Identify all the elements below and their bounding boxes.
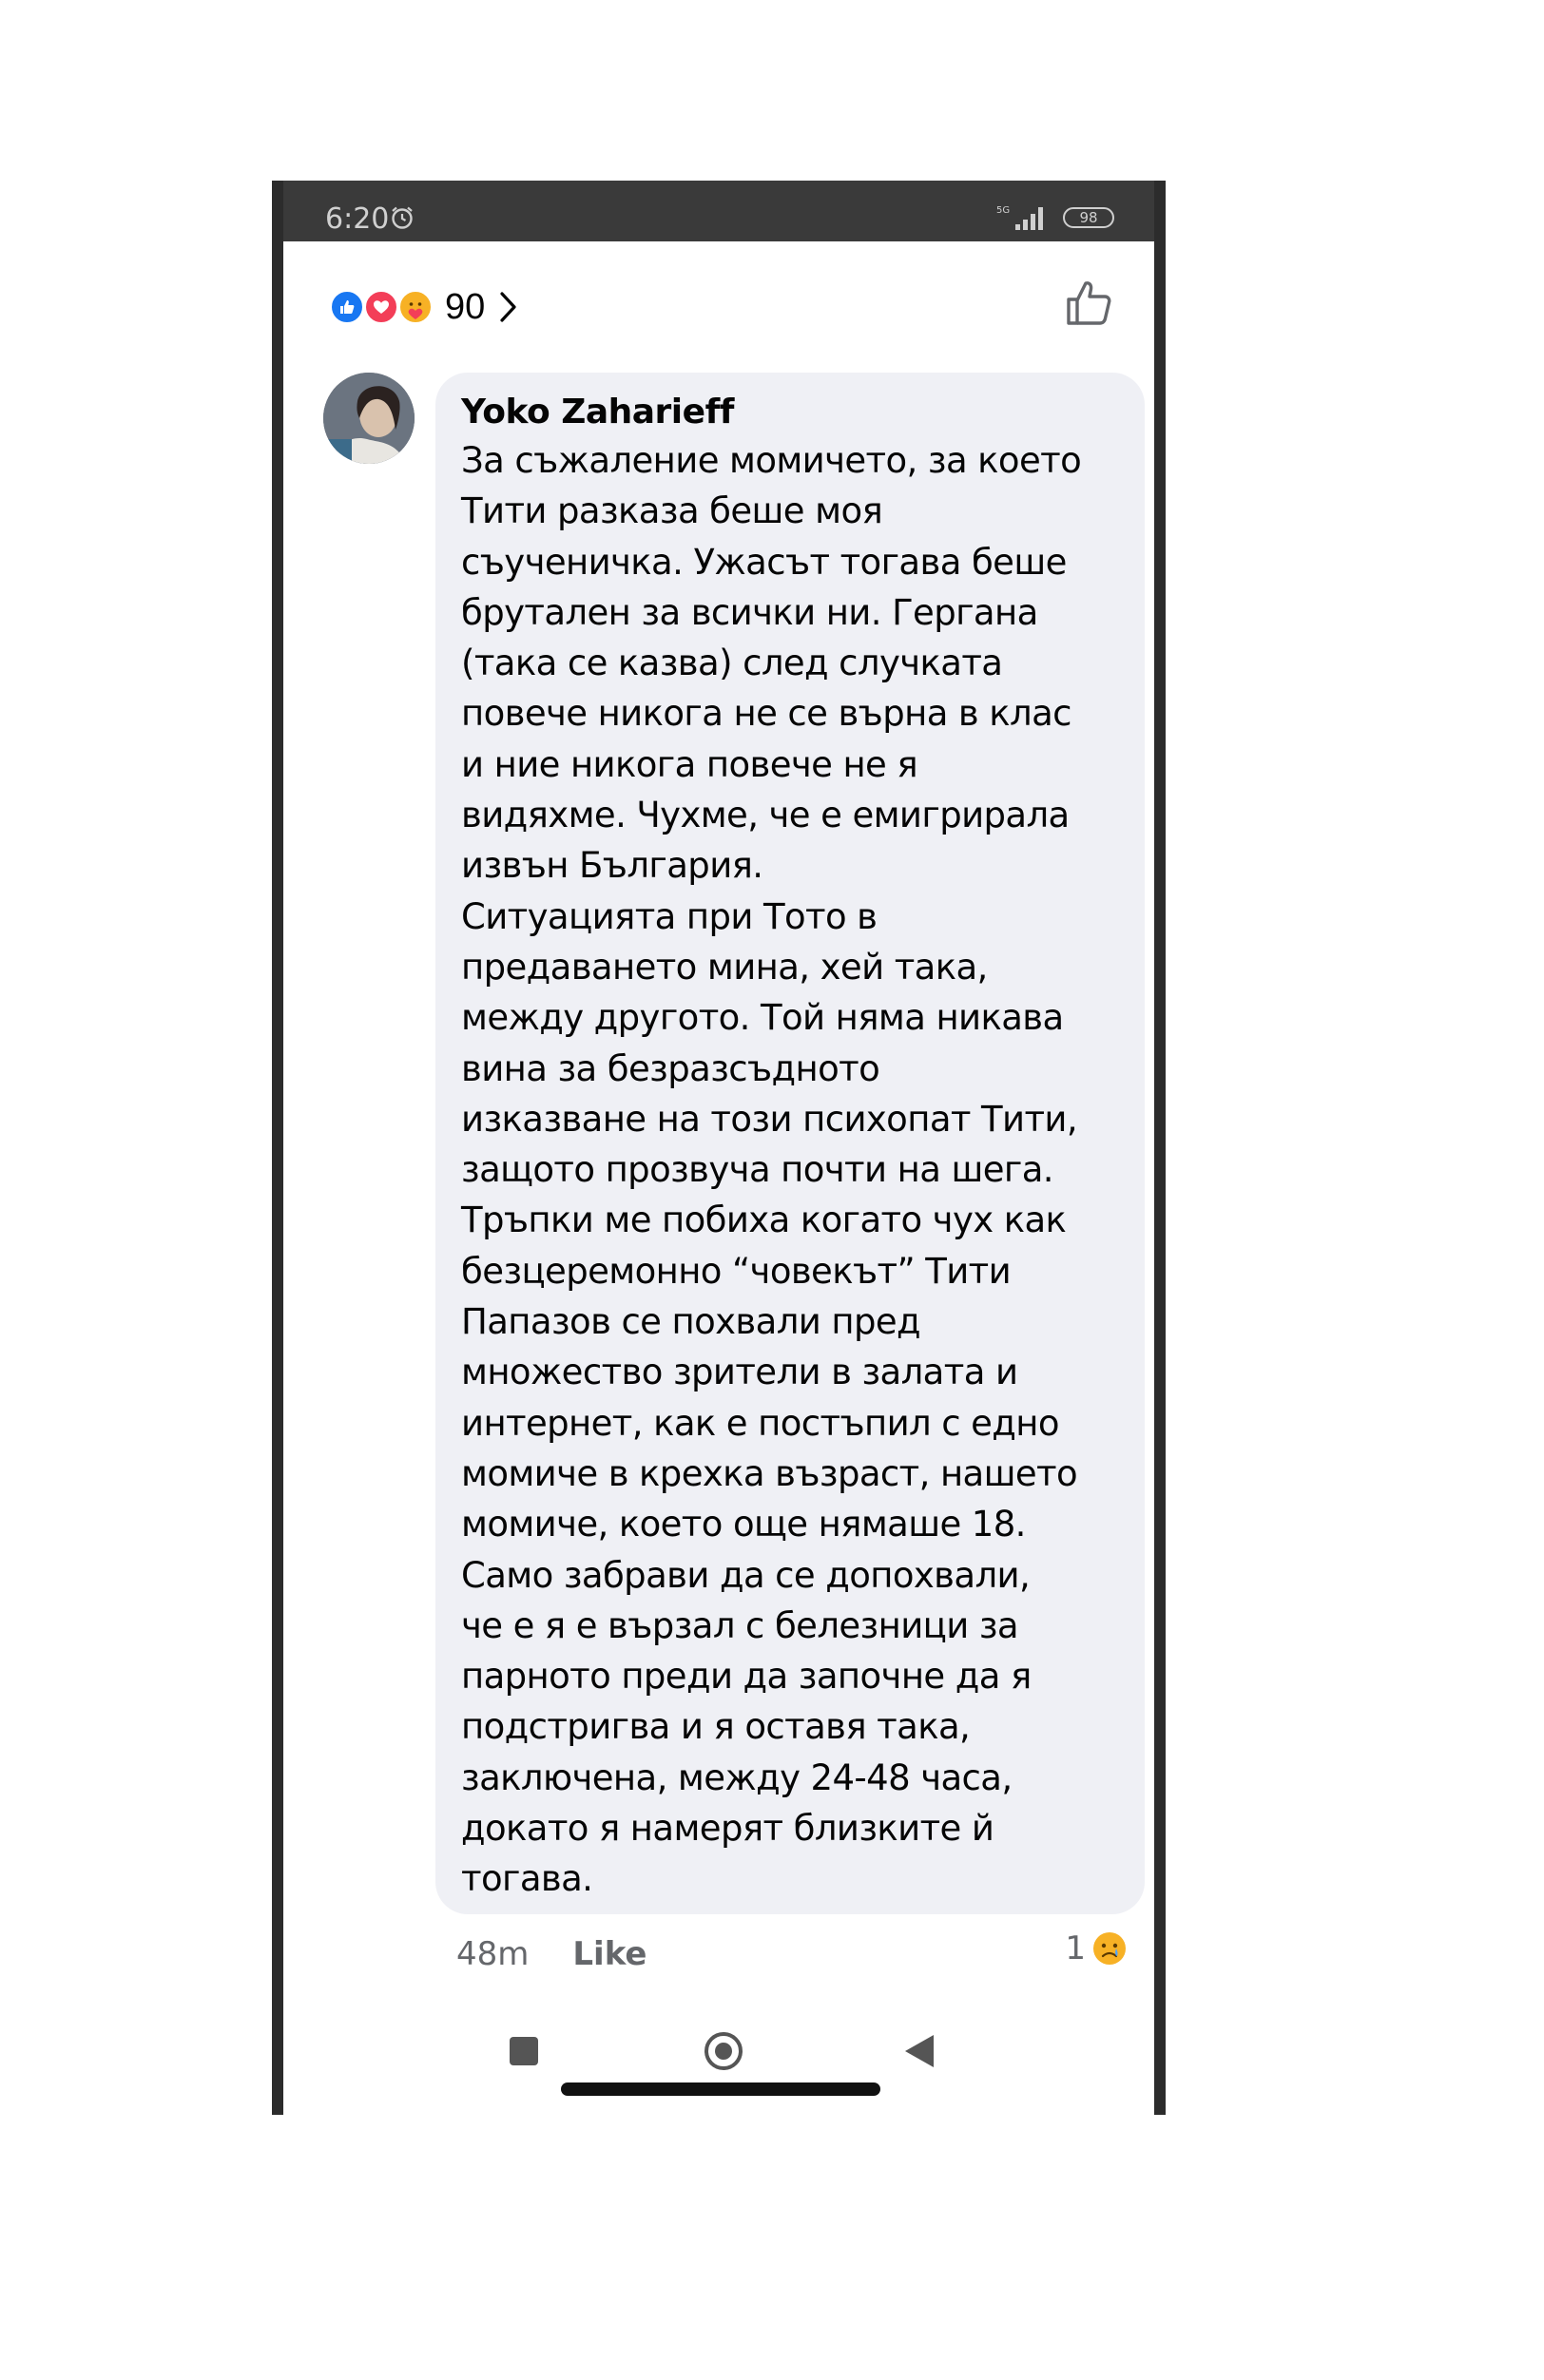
navigation-bar (283, 2005, 1154, 2115)
status-time: 6:20 (325, 202, 390, 236)
comment-reaction-count: 1 (1065, 1929, 1086, 1967)
back-icon[interactable] (903, 2033, 936, 2069)
comment-meta (456, 1935, 647, 1973)
thumbs-up-outline-icon[interactable] (1063, 276, 1116, 329)
comment-card (295, 241, 1154, 2005)
home-indicator[interactable] (561, 2082, 880, 2096)
comment-text: За съжаление момичето, за което Тити разказа беше моя съученичка. Ужасът тогава беше брутален за всички ни. Гергана (така се казва) след случката повече никога не се върна в клас и ние никога повече не я видяхме. Чухме, че е емигрирала извън България. Ситуацията при Тото в предаването мина, хей така, между другото. Той няма никава вина за безразсъдното изказване на този психопат Тити, защото прозвуча почти на шега. Тръпки ме побиха когато чух как безцеремонно “човекът” Тити Папазов се похвали пред множество зрители в залата и интернет, как е постъпил с едно момиче в крехка възраст, нашето момиче, което още нямаше 18. Само забрави да се допохвали, че е я е вързал с белезници за парното преди да започне да я подстригва и я оставя така, заключена, между 24-48 часа, докато я намерят близките й тогава. (461, 440, 1082, 1900)
network-label: 5G (996, 205, 1011, 216)
care-icon (397, 289, 434, 325)
comment-author[interactable]: Yoko Zaharieff (461, 393, 734, 432)
like-button[interactable]: Like (572, 1935, 647, 1973)
reaction-count: 90 (445, 287, 486, 327)
battery-level: 98 (1079, 209, 1098, 226)
comment-bubble[interactable] (435, 373, 1145, 1914)
signal-5g-icon (996, 203, 1050, 232)
comment-time: 48m (456, 1935, 530, 1973)
reaction-icons (329, 286, 437, 328)
battery-icon (1063, 207, 1114, 228)
home-icon[interactable] (704, 2031, 743, 2071)
chevron-right-icon (498, 290, 519, 324)
love-icon (363, 289, 399, 325)
like-icon (329, 289, 365, 325)
reactions-summary[interactable] (329, 283, 519, 331)
comment-reaction-summary[interactable] (1065, 1929, 1128, 1967)
sad-face-icon (1091, 1930, 1128, 1967)
recent-apps-icon[interactable] (510, 2037, 538, 2065)
status-bar (283, 181, 1154, 241)
alarm-clock-icon (390, 205, 415, 230)
phone-frame (272, 181, 1166, 2115)
avatar[interactable] (323, 373, 415, 464)
avatar-photo (323, 373, 415, 464)
